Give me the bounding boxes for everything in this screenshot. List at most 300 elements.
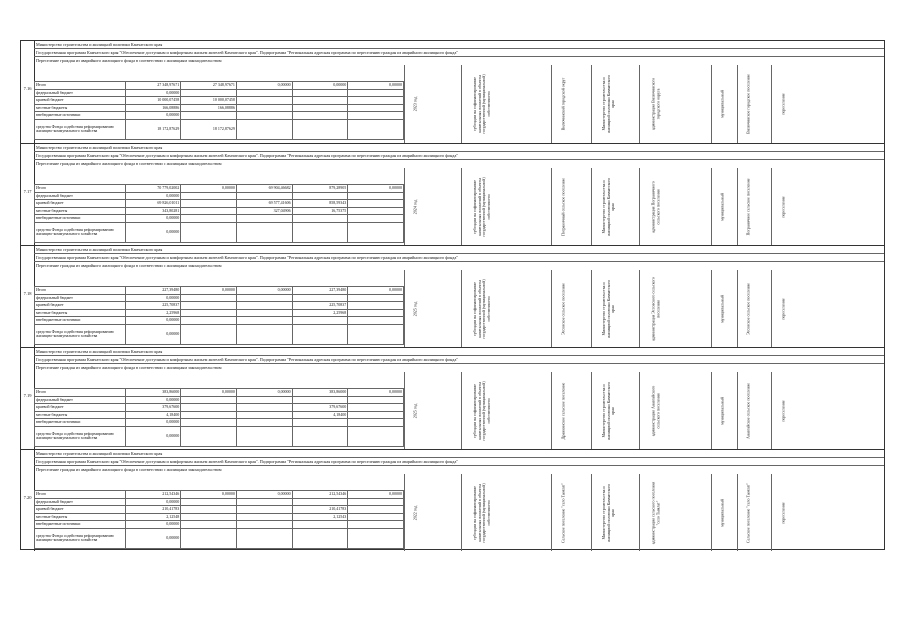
funding-value xyxy=(236,498,292,506)
funding-value xyxy=(236,528,292,548)
funding-value: 327,04906 xyxy=(236,207,292,215)
cell-own: муниципальный xyxy=(719,498,725,527)
funding-table xyxy=(34,184,404,243)
funding-value xyxy=(292,528,348,548)
funding-value xyxy=(348,324,404,344)
funding-source-label: федеральный бюджет xyxy=(35,498,126,506)
funding-value xyxy=(348,513,404,521)
cell-kind: переселение xyxy=(780,297,786,320)
column-year xyxy=(404,168,426,245)
funding-source-label: краевой бюджет xyxy=(35,200,126,208)
funding-value: 858,59343 xyxy=(292,200,348,208)
funding-value xyxy=(236,104,292,112)
funding-value xyxy=(292,112,348,120)
funding-source-label: федеральный бюджет xyxy=(35,192,126,200)
purpose-header: Переселение граждан из аварийного жилищного фонда в соответствии с жилищным законодательством xyxy=(36,263,222,268)
ministry-header: Министерство строительства и жилищной политики Камчатского края xyxy=(34,450,884,458)
funding-table xyxy=(34,490,404,549)
funding-value xyxy=(181,419,237,427)
purpose-header: Переселение граждан из аварийного жилищного фонда в соответствии с жилищным законодательством xyxy=(36,365,222,370)
funding-value xyxy=(181,89,237,97)
column-dept xyxy=(591,270,625,347)
funding-value xyxy=(181,302,237,310)
funding-value: 69 904,46682 xyxy=(236,185,292,193)
funding-value xyxy=(348,309,404,317)
funding-row xyxy=(35,309,404,317)
funding-value xyxy=(181,506,237,514)
funding-value xyxy=(348,317,404,325)
funding-value xyxy=(181,513,237,521)
column-kind xyxy=(771,65,795,143)
funding-value: 2,25968 xyxy=(125,309,181,317)
ministry-header: Министерство строительства и жилищной политики Камчатского края xyxy=(34,348,884,356)
column-meas xyxy=(461,372,501,449)
funding-value xyxy=(236,215,292,223)
funding-row xyxy=(35,498,404,506)
funding-source-label: внебюджетные источники xyxy=(35,215,126,223)
funding-source-label: средства Фонда содействия реформированию жилищно-коммунального хозяйства xyxy=(35,119,126,139)
cell-admin: администрация Эссовского сельского поселения xyxy=(649,276,660,341)
funding-source-label: Итого xyxy=(35,82,126,90)
funding-source-label: внебюджетные источники xyxy=(35,317,126,325)
number-column xyxy=(21,41,35,143)
funding-value: 0,00000 xyxy=(125,222,181,242)
funding-value xyxy=(292,222,348,242)
funding-value: 2,12548 xyxy=(125,513,181,521)
cell-meas: субсидии на софинансирование капитальных вложений в объекты государственной (муниципальной) собственности xyxy=(471,278,491,339)
funding-value xyxy=(348,97,404,105)
record-block xyxy=(21,41,884,143)
funding-value: 18 172,87629 xyxy=(125,119,181,139)
cell-dept: Министерство строительства и жилищной политики Камчатского края xyxy=(600,74,615,134)
column-own xyxy=(711,270,733,347)
funding-value: 166,08886 xyxy=(125,104,181,112)
funding-row xyxy=(35,207,404,215)
ministry-header: Министерство строительства и жилищной политики Камчатского края xyxy=(34,41,884,49)
column-kind xyxy=(771,270,795,347)
funding-value xyxy=(236,521,292,529)
funding-value: 227,39480 xyxy=(125,287,181,295)
cell-own: муниципальный xyxy=(719,396,725,425)
funding-value: 0,00000 xyxy=(125,317,181,325)
column-admin xyxy=(639,270,671,347)
column-meas xyxy=(461,65,501,143)
funding-value xyxy=(236,324,292,344)
funding-value xyxy=(348,89,404,97)
funding-row xyxy=(35,396,404,404)
funding-value xyxy=(236,97,292,105)
funding-value xyxy=(348,200,404,208)
funding-value xyxy=(236,192,292,200)
funding-value: 4,18400 xyxy=(292,411,348,419)
funding-value: 0,00000 xyxy=(236,287,292,295)
cell-obj: Сельское поселение "село Тымлат" xyxy=(560,482,566,543)
funding-row xyxy=(35,491,404,499)
funding-value xyxy=(348,215,404,223)
funding-row xyxy=(35,112,404,120)
funding-value xyxy=(236,222,292,242)
funding-value: 0,00000 xyxy=(348,287,404,295)
column-admin xyxy=(639,474,671,551)
cell-year: 2022 год xyxy=(412,505,418,520)
column-dept xyxy=(591,168,625,245)
cell-meas: субсидии на софинансирование капитальных вложений в объекты государственной (муниципальной) собственности xyxy=(471,176,491,237)
funding-row xyxy=(35,192,404,200)
funding-value xyxy=(181,112,237,120)
cell-admin: администрация сельского поселения "село Тымлат" xyxy=(649,481,660,544)
cell-dept: Министерство строительства и жилищной политики Камчатского края xyxy=(600,177,615,236)
funding-source-label: средства Фонда содействия реформированию жилищно-коммунального хозяйства xyxy=(35,324,126,344)
column-year xyxy=(404,372,426,449)
funding-value: 10 000,07458 xyxy=(125,97,181,105)
funding-value xyxy=(236,112,292,120)
funding-value: 0,00000 xyxy=(125,112,181,120)
funding-value: 0,00000 xyxy=(125,528,181,548)
cell-admin: администрация Вилючинского городского округа xyxy=(649,77,660,131)
funding-row xyxy=(35,104,404,112)
purpose-header: Переселение граждан из аварийного жилищного фонда в соответствии с жилищным законодательством xyxy=(36,467,222,472)
funding-row xyxy=(35,287,404,295)
funding-row xyxy=(35,215,404,223)
funding-value xyxy=(348,426,404,446)
funding-row xyxy=(35,404,404,412)
column-status xyxy=(737,372,759,449)
funding-value: 16,75375 xyxy=(292,207,348,215)
funding-value: 0,00000 xyxy=(348,185,404,193)
funding-row xyxy=(35,185,404,193)
cell-obj: Дранкинское сельское поселение xyxy=(560,382,566,439)
funding-value: 210,41783 xyxy=(292,506,348,514)
funding-value: 343,80281 xyxy=(125,207,181,215)
funding-value: 0,00000 xyxy=(348,389,404,397)
funding-value xyxy=(236,404,292,412)
funding-value xyxy=(292,215,348,223)
funding-value: 0,00000 xyxy=(125,419,181,427)
funding-value: 0,00000 xyxy=(125,294,181,302)
column-obj xyxy=(551,168,575,245)
funding-value: 379,67600 xyxy=(125,404,181,412)
funding-value xyxy=(236,396,292,404)
column-obj xyxy=(551,270,575,347)
funding-table xyxy=(34,81,404,140)
record-block xyxy=(21,143,884,245)
cell-meas: субсидии на софинансирование капитальных вложений в объекты государственной (муниципальной) собственности xyxy=(471,482,491,543)
funding-value xyxy=(292,396,348,404)
funding-value: 0,00000 xyxy=(125,521,181,529)
funding-value xyxy=(236,302,292,310)
column-kind xyxy=(771,474,795,551)
column-own xyxy=(711,372,733,449)
funding-value xyxy=(292,521,348,529)
funding-table xyxy=(34,286,404,345)
funding-value: 0,00000 xyxy=(348,491,404,499)
funding-source-label: средства Фонда содействия реформированию жилищно-коммунального хозяйства xyxy=(35,528,126,548)
cell-obj: Эссовское сельское поселение xyxy=(560,282,566,335)
funding-value: 210,41783 xyxy=(125,506,181,514)
funding-value xyxy=(348,396,404,404)
cell-admin: администрация Пограничного сельского поселения xyxy=(649,180,660,233)
funding-source-label: средства Фонда содействия реформированию жилищно-коммунального хозяйства xyxy=(35,222,126,242)
funding-source-label: средства Фонда содействия реформированию жилищно-коммунального хозяйства xyxy=(35,426,126,446)
funding-value xyxy=(236,506,292,514)
funding-value xyxy=(236,411,292,419)
cell-status: Пограничное сельское поселение xyxy=(745,178,751,235)
funding-value xyxy=(348,419,404,427)
funding-source-label: краевой бюджет xyxy=(35,404,126,412)
funding-value: 225,70837 xyxy=(125,302,181,310)
column-status xyxy=(737,270,759,347)
record-block xyxy=(21,347,884,449)
funding-row xyxy=(35,411,404,419)
funding-value: 4,18400 xyxy=(125,411,181,419)
funding-value xyxy=(181,215,237,223)
funding-value: 879,28905 xyxy=(292,185,348,193)
funding-value xyxy=(181,396,237,404)
funding-value: 2,25968 xyxy=(292,309,348,317)
record-number: 7.19 xyxy=(23,393,32,398)
funding-value xyxy=(348,404,404,412)
funding-value xyxy=(348,222,404,242)
funding-row xyxy=(35,82,404,90)
funding-value xyxy=(181,317,237,325)
funding-row xyxy=(35,97,404,105)
cell-meas: субсидии на софинансирование капитальных вложений в объекты государственной (муниципальной) собственности xyxy=(471,380,491,441)
column-meas xyxy=(461,474,501,551)
record-number: 7.18 xyxy=(23,291,32,296)
funding-source-label: Итого xyxy=(35,287,126,295)
funding-row xyxy=(35,294,404,302)
funding-value: 69 826,01011 xyxy=(125,200,181,208)
cell-dept: Министерство строительства и жилищной политики Камчатского края xyxy=(600,483,615,542)
funding-value: 0,00000 xyxy=(125,192,181,200)
column-year xyxy=(404,474,426,551)
funding-row xyxy=(35,302,404,310)
funding-value: 212,54346 xyxy=(292,491,348,499)
funding-value xyxy=(236,317,292,325)
funding-value xyxy=(236,426,292,446)
funding-value: 0,00000 xyxy=(236,389,292,397)
funding-value xyxy=(292,97,348,105)
cell-status: Вилючинское городское поселение xyxy=(745,74,751,134)
funding-value xyxy=(348,112,404,120)
column-dept xyxy=(591,65,625,143)
funding-value: 0,00000 xyxy=(125,215,181,223)
funding-value xyxy=(292,192,348,200)
column-dept xyxy=(591,372,625,449)
funding-source-label: федеральный бюджет xyxy=(35,396,126,404)
funding-value xyxy=(348,528,404,548)
funding-value: 0,00000 xyxy=(125,324,181,344)
funding-value xyxy=(292,294,348,302)
cell-admin: администрация Анавгайского сельского поселения xyxy=(649,385,660,436)
column-admin xyxy=(639,168,671,245)
funding-source-label: местные бюджеты xyxy=(35,411,126,419)
column-status xyxy=(737,168,759,245)
funding-source-label: Итого xyxy=(35,491,126,499)
funding-source-label: местные бюджеты xyxy=(35,309,126,317)
funding-value xyxy=(348,506,404,514)
funding-row xyxy=(35,119,404,139)
cell-status: Анавгайское сельское поселение xyxy=(745,382,751,439)
funding-row xyxy=(35,324,404,344)
funding-value: 0,00000 xyxy=(125,498,181,506)
column-obj xyxy=(551,372,575,449)
ministry-header: Министерство строительства и жилищной политики Камчатского края xyxy=(34,144,884,152)
funding-value xyxy=(181,528,237,548)
funding-value: 0,00000 xyxy=(236,491,292,499)
funding-value: 2,12543 xyxy=(292,513,348,521)
cell-dept: Министерство строительства и жилищной политики Камчатского края xyxy=(600,279,615,338)
funding-value xyxy=(348,192,404,200)
funding-value: 10 000,07458 xyxy=(181,97,237,105)
funding-value xyxy=(236,309,292,317)
column-admin xyxy=(639,372,671,449)
cell-obj: Пограничный сельское поселение xyxy=(560,177,566,236)
funding-value xyxy=(181,426,237,446)
funding-value: 383,86000 xyxy=(292,389,348,397)
funding-value: 18 172,87629 xyxy=(181,119,237,139)
funding-source-label: местные бюджеты xyxy=(35,513,126,521)
record-number: 7.17 xyxy=(23,189,32,194)
funding-value xyxy=(181,200,237,208)
funding-value xyxy=(292,119,348,139)
program-header: Государственная программа Камчатского края "Обеспечение доступным и комфортным жильем жителей Камчатского края". Подпрограмма "Региональная адресная программа по переселению граждан из аварийного жилищного фонда" xyxy=(34,49,884,57)
funding-value xyxy=(181,324,237,344)
number-column xyxy=(21,348,35,449)
cell-own: муниципальный xyxy=(719,294,725,323)
funding-value xyxy=(348,411,404,419)
program-header: Государственная программа Камчатского края "Обеспечение доступным и комфортным жильем жителей Камчатского края". Подпрограмма "Региональная адресная программа по переселению граждан из аварийного жилищного фонда" xyxy=(34,458,884,466)
cell-meas: субсидии на софинансирование капитальных вложений в объекты государственной (муниципальной) собственности xyxy=(471,74,491,134)
column-meas xyxy=(461,270,501,347)
column-admin xyxy=(639,65,671,143)
funding-value xyxy=(292,89,348,97)
cell-year: 2025 год xyxy=(412,301,418,316)
funding-value: 383,86000 xyxy=(125,389,181,397)
program-header: Государственная программа Камчатского края "Обеспечение доступным и комфортным жильем жителей Камчатского края". Подпрограмма "Региональная адресная программа по переселению граждан из аварийного жилищного фонда" xyxy=(34,356,884,364)
funding-value xyxy=(181,404,237,412)
funding-value: 225,70837 xyxy=(292,302,348,310)
cell-obj: Вилючинский городской округ xyxy=(560,77,566,131)
record-number: 7.20 xyxy=(23,495,32,500)
funding-source-label: местные бюджеты xyxy=(35,104,126,112)
record-number: 7.16 xyxy=(23,86,32,91)
funding-value: 379,67600 xyxy=(292,404,348,412)
funding-value: 227,39480 xyxy=(292,287,348,295)
funding-value xyxy=(181,498,237,506)
cell-kind: переселение xyxy=(780,195,786,218)
funding-row xyxy=(35,521,404,529)
number-column xyxy=(21,144,35,245)
funding-value xyxy=(348,119,404,139)
funding-source-label: краевой бюджет xyxy=(35,302,126,310)
funding-value xyxy=(348,498,404,506)
funding-value xyxy=(236,513,292,521)
funding-row xyxy=(35,506,404,514)
funding-value xyxy=(236,294,292,302)
funding-value: 0,00000 xyxy=(125,396,181,404)
funding-value: 0,00000 xyxy=(181,287,237,295)
funding-value xyxy=(181,192,237,200)
cell-year: 2025 год xyxy=(412,403,418,418)
column-own xyxy=(711,474,733,551)
funding-value: 212,54346 xyxy=(125,491,181,499)
funding-value xyxy=(181,411,237,419)
column-kind xyxy=(771,168,795,245)
cell-kind: переселение xyxy=(780,399,786,422)
funding-value xyxy=(292,324,348,344)
funding-value xyxy=(181,207,237,215)
funding-value xyxy=(348,207,404,215)
funding-row xyxy=(35,222,404,242)
column-year xyxy=(404,270,426,347)
funding-value xyxy=(181,294,237,302)
cell-dept: Министерство строительства и жилищной политики Камчатского края xyxy=(600,381,615,440)
column-obj xyxy=(551,474,575,551)
funding-value xyxy=(292,317,348,325)
number-column xyxy=(21,246,35,347)
funding-value xyxy=(348,521,404,529)
funding-row xyxy=(35,317,404,325)
funding-value xyxy=(292,104,348,112)
column-meas xyxy=(461,168,501,245)
funding-value xyxy=(292,498,348,506)
funding-row xyxy=(35,426,404,446)
funding-value: 0,00000 xyxy=(348,82,404,90)
funding-value: 166,08886 xyxy=(181,104,237,112)
ministry-header: Министерство строительства и жилищной политики Камчатского края xyxy=(34,246,884,254)
funding-row xyxy=(35,513,404,521)
program-header: Государственная программа Камчатского края "Обеспечение доступным и комфортным жильем жителей Камчатского края". Подпрограмма "Региональная адресная программа по переселению граждан из аварийного жилищного фонда" xyxy=(34,254,884,262)
cell-own: муниципальный xyxy=(719,90,725,118)
cell-own: муниципальный xyxy=(719,192,725,221)
column-own xyxy=(711,65,733,143)
funding-value xyxy=(181,222,237,242)
funding-value: 0,00000 xyxy=(181,491,237,499)
funding-value: 0,00000 xyxy=(292,82,348,90)
funding-row xyxy=(35,89,404,97)
number-column xyxy=(21,450,35,551)
funding-value: 0,00000 xyxy=(125,89,181,97)
cell-kind: переселение xyxy=(780,501,786,524)
cell-year: 2023 год xyxy=(412,96,418,112)
funding-value xyxy=(348,104,404,112)
funding-row xyxy=(35,389,404,397)
column-year xyxy=(404,65,426,143)
funding-value: 70 779,02002 xyxy=(125,185,181,193)
record-block xyxy=(21,245,884,347)
purpose-header: Переселение граждан из аварийного жилищного фонда в соответствии с жилищным законодательством xyxy=(36,58,222,63)
funding-value xyxy=(236,119,292,139)
column-own xyxy=(711,168,733,245)
funding-value xyxy=(181,521,237,529)
cell-kind: переселение xyxy=(780,93,786,115)
funding-value: 69 577,41606 xyxy=(236,200,292,208)
funding-source-label: краевой бюджет xyxy=(35,97,126,105)
funding-source-label: внебюджетные источники xyxy=(35,112,126,120)
document-sheet xyxy=(20,40,885,550)
column-kind xyxy=(771,372,795,449)
funding-source-label: Итого xyxy=(35,185,126,193)
column-dept xyxy=(591,474,625,551)
funding-source-label: краевой бюджет xyxy=(35,506,126,514)
funding-source-label: федеральный бюджет xyxy=(35,89,126,97)
funding-value: 27 348,97671 xyxy=(181,82,237,90)
funding-value: 0,00000 xyxy=(125,426,181,446)
funding-value xyxy=(236,89,292,97)
funding-value xyxy=(236,419,292,427)
funding-value xyxy=(348,294,404,302)
